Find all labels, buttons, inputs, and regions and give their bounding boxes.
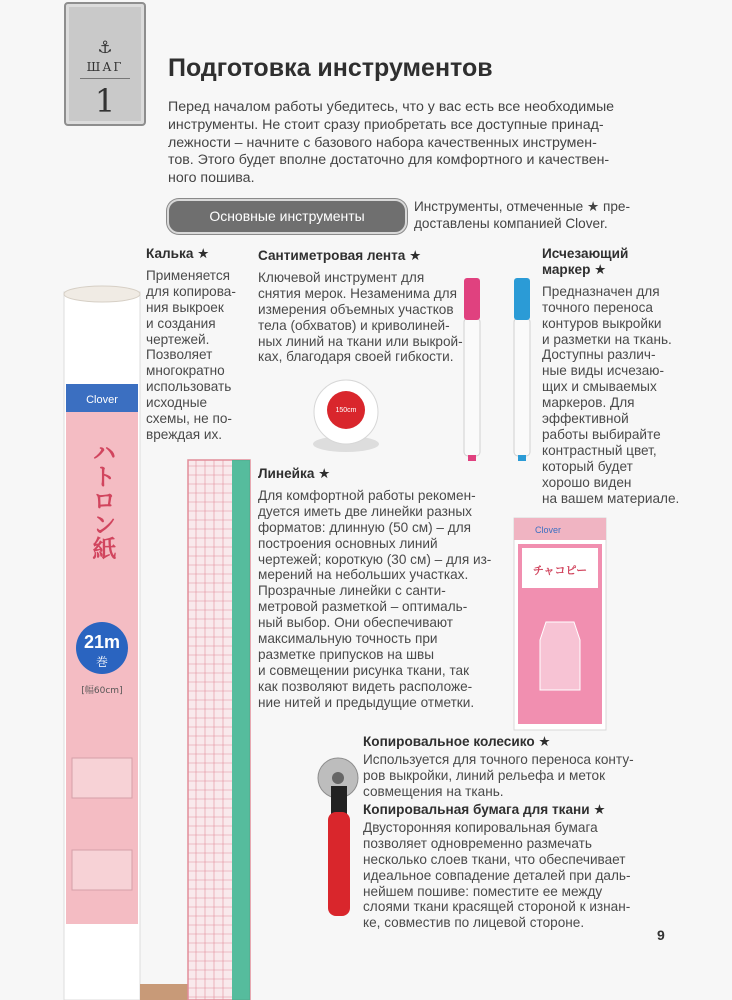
intro-text — [168, 99, 648, 188]
body-line: измерения объемных участков — [258, 301, 454, 317]
body-line: Двусторонняя копировальная бумага — [363, 819, 598, 835]
body-line: и совмещении рисунка ткани, так — [258, 662, 470, 678]
body-line: щих и смываемых — [542, 379, 657, 395]
tracing-wheel-image — [318, 758, 358, 916]
body-line: построения основных линий — [258, 535, 438, 551]
body-line: разметке припусков на швы — [258, 646, 435, 662]
body-line: как позволяют видеть расположе- — [258, 678, 473, 694]
body-line: идеальное совпадение деталей при даль- — [363, 867, 631, 883]
body-line: на вашем материале. — [542, 490, 680, 506]
page-number: 9 — [657, 927, 665, 943]
body-line: для копирова- — [146, 283, 236, 299]
carbon-paper-heading: Копировальная бумага для ткани ★ — [363, 802, 606, 817]
body-line: нейшем пошиве: поместите ее между — [363, 883, 603, 899]
body-line: Предназначен для — [542, 283, 660, 299]
body-line: форматов: длинную (50 см) – для — [258, 519, 471, 535]
body-line: хорошо виден — [542, 474, 632, 490]
tape-measure-heading: Сантиметровая лента ★ — [258, 248, 422, 263]
roll-name-text: ハトロン紙 — [88, 440, 116, 560]
star-note-line: доставлены компанией Clover. — [414, 215, 608, 231]
intro-line: Перед началом работы убедитесь, что у вас есть все необходимые — [168, 99, 615, 115]
carbon-paper-block — [363, 802, 631, 931]
body-line: ров выкройки, линий рельефа и меток — [363, 767, 606, 783]
ruler-heading: Линейка ★ — [258, 466, 331, 481]
step-word: ШАГ — [86, 60, 124, 74]
body-line: Доступны различ- — [542, 347, 656, 363]
intro-line: лежности – начните с базового набора качественных инструмен- — [168, 134, 597, 151]
body-line: Позволяет — [146, 347, 213, 363]
body-line: чертежей; короткую (30 см) – для из- — [258, 551, 492, 567]
body-line: Ключевой инструмент для — [258, 269, 425, 285]
tape-measure-block — [258, 248, 463, 365]
body-line: ке, совместив по лицевой стороне. — [363, 915, 585, 931]
roll-width-text: [幅60cm] — [81, 686, 123, 696]
roll-unit-text: 巻 — [95, 655, 109, 669]
body-line: точного переноса — [542, 299, 653, 315]
carbon-paper-package-image — [514, 518, 606, 730]
intro-line: тов. Этого будет вполне достаточно для комфортного и качествен- — [168, 152, 610, 169]
roll-length-text: 21m — [83, 632, 121, 652]
body-line: Используется для точного переноса конту- — [363, 751, 634, 767]
body-line: ках, благодаря своей гибкости. — [258, 349, 454, 365]
body-line: ный выбор. Они обеспечивают — [258, 615, 453, 631]
body-line: многократно — [146, 363, 225, 379]
body-line: ние нитей и предыдущие отметки. — [258, 694, 475, 710]
body-line: максимальную точность при — [258, 631, 438, 647]
intro-line: инструменты. Не стоит сразу приобретать все доступные принад- — [168, 116, 604, 133]
marker-block — [542, 246, 679, 507]
marker-heading-line: Исчезающий — [542, 246, 629, 261]
body-line: и создания — [146, 315, 216, 331]
body-line: ных линий на ткани или выкрой- — [258, 333, 463, 349]
body-line: снятия мерок. Незаменима для — [258, 285, 457, 301]
tracing-wheel-heading: Копировальное колесико ★ — [363, 734, 551, 749]
body-line: который будет — [542, 458, 633, 474]
markers-image — [464, 278, 530, 461]
body-line: Прозрачные линейки с санти- — [258, 583, 446, 599]
body-line: вреждая их. — [146, 426, 223, 442]
body-line: эффективной — [542, 411, 629, 427]
body-line: позволяет одновременно размечать — [363, 835, 592, 851]
body-line: схемы, не по- — [146, 411, 232, 427]
body-line: маркеров. Для — [542, 395, 635, 411]
body-line: слоями ткани красящей стороной к изнан- — [363, 899, 631, 915]
body-line: тела (обхватов) и криволиней- — [258, 317, 450, 333]
marker-heading-line: маркер ★ — [542, 261, 607, 277]
tape-mark-text: 150cm — [335, 407, 357, 414]
body-line: ные виды исчезаю- — [542, 363, 665, 379]
body-line: ния выкроек — [146, 299, 224, 315]
section-label: Основные инструменты — [167, 199, 407, 234]
body-line: совмещения на ткань. — [363, 783, 504, 799]
star-note-line: Инструменты, отмеченные ★ пре- — [414, 199, 630, 214]
body-line: метровой разметкой – оптималь- — [258, 599, 468, 615]
body-line: и разметки на ткань. — [542, 331, 672, 347]
roll-brand-text: Clover — [86, 394, 118, 406]
ruler-image — [188, 460, 250, 1000]
body-line: Для комфортной работы рекомен- — [258, 487, 476, 503]
body-line: мерений на небольших участках. — [258, 567, 469, 583]
tracing-paper-block — [146, 246, 236, 443]
ruler-block — [258, 466, 491, 711]
pack-name-text: チャコピー — [532, 564, 588, 577]
tracing-wheel-block — [363, 734, 634, 800]
step-number: 1 — [94, 82, 116, 120]
body-line: исходные — [146, 395, 208, 411]
pack-brand-text: Clover — [535, 525, 562, 535]
step-divider — [80, 78, 130, 79]
body-line: контуров выкройки — [542, 315, 662, 331]
body-line: использовать — [146, 379, 232, 395]
body-line: чертежей. — [146, 331, 210, 347]
body-line: дуется иметь две линейки разных — [258, 503, 472, 519]
body-line: контрастный цвет, — [542, 442, 657, 458]
star-note — [414, 199, 630, 232]
body-line: несколько слоев ткани, что обеспечивает — [363, 851, 626, 867]
tape-measure-image — [313, 380, 379, 452]
body-line: работы выбирайте — [542, 426, 661, 442]
page-title: Подготовка инструментов — [168, 54, 493, 82]
step-badge — [64, 2, 146, 126]
body-line: Применяется — [146, 267, 231, 283]
intro-line: ного пошива. — [168, 170, 255, 187]
anchor-icon: ⚓ — [97, 38, 113, 57]
tracing-paper-heading: Калька ★ — [146, 246, 210, 261]
